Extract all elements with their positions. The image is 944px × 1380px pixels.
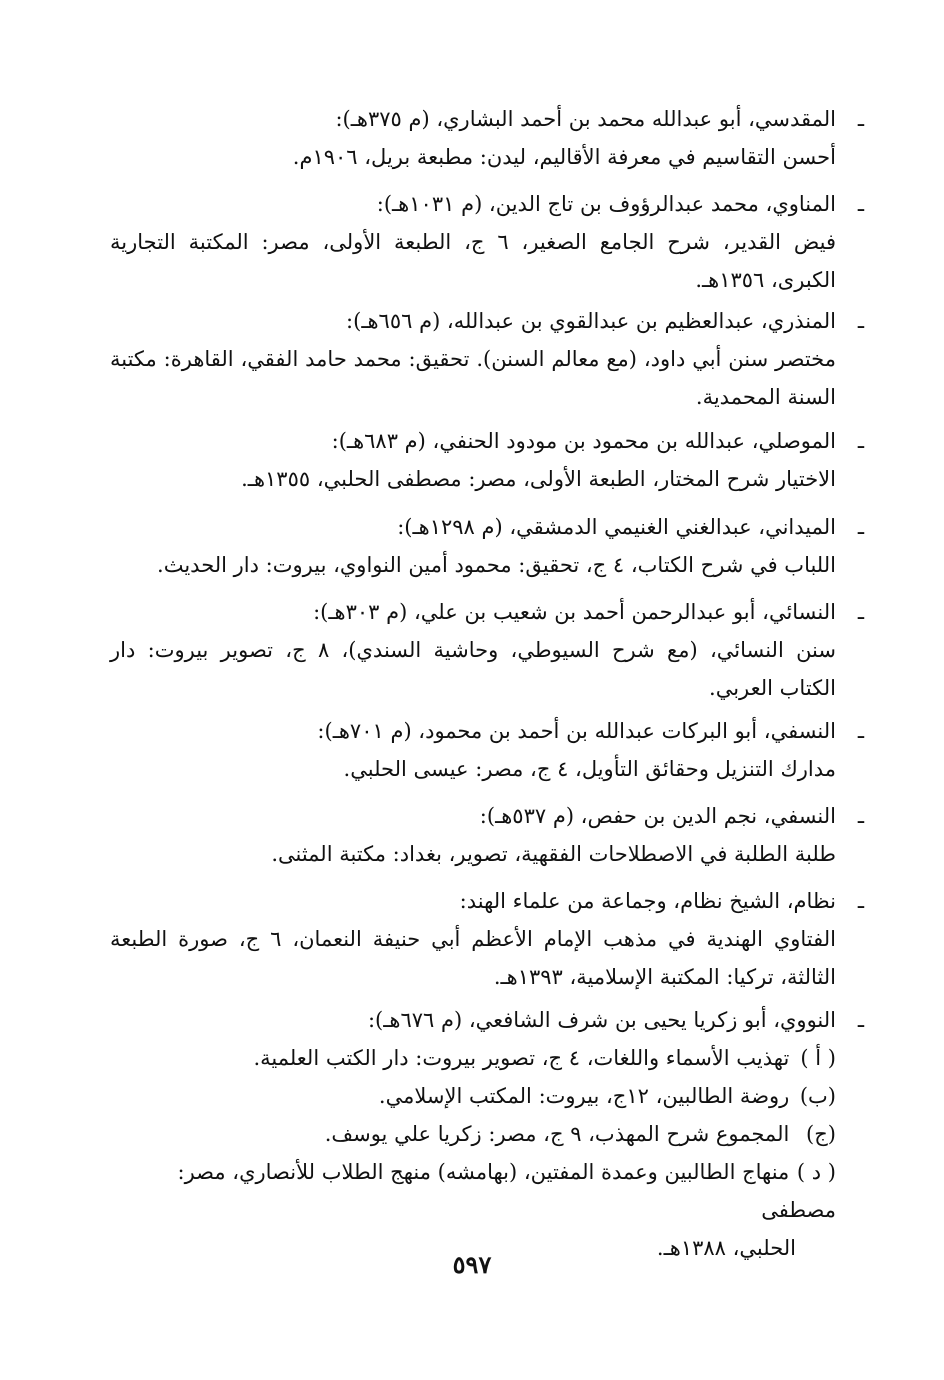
sub-entry-text: روضة الطالبين، ١٢ج، بيروت: المكتب الإسلامي.	[378, 1084, 790, 1108]
entry-dash: ـ	[857, 804, 864, 828]
entry-heading	[110, 508, 864, 546]
entry-heading	[110, 422, 864, 460]
sub-entry	[110, 1115, 864, 1153]
entry-work: طلبة الطلبة في الاصطلاحات الفقهية، تصوير، بغداد: مكتبة المثنى.	[271, 842, 836, 866]
entry-author: النسائي، أبو عبدالرحمن أحمد بن شعيب بن علي، (م ٣٠٣هـ):	[313, 600, 836, 624]
entry-work: مختصر سنن أبي داود، (مع معالم السنن). تحقيق: محمد حامد الفقي، القاهرة: مكتبة السنة المحمدية.	[110, 347, 836, 409]
entry-author: الموصلي، عبدالله بن محمود بن مودود الحنفي، (م ٦٨٣هـ):	[331, 429, 836, 453]
sub-entry-mark: (ب)	[799, 1084, 836, 1108]
bibliography-entry	[110, 593, 864, 707]
entry-heading	[110, 712, 864, 750]
bibliography-entry	[110, 185, 864, 299]
entry-dash: ـ	[857, 107, 864, 131]
entry-work: الفتاوي الهندية في مذهب الإمام الأعظم أبي حنيفة النعمان، ٦ ج، صورة الطبعة الثالثة، تركيا: المكتبة الإسلامية، ١٣٩٣هـ.	[110, 927, 837, 989]
sub-entry-text: المجموع شرح المهذب، ٩ ج، مصر: زكريا علي يوسف.	[324, 1122, 790, 1146]
entry-dash: ـ	[857, 600, 864, 624]
entry-heading	[110, 797, 864, 835]
entry-dash: ـ	[857, 719, 864, 743]
entry-heading	[110, 100, 864, 138]
entry-dash: ـ	[857, 515, 864, 539]
bibliography-entry	[110, 882, 864, 996]
bibliography-entry	[110, 712, 864, 788]
entry-author: نظام، الشيخ نظام، وجماعة من علماء الهند:	[459, 889, 836, 913]
entry-dash: ـ	[857, 192, 864, 216]
bibliography-entry	[110, 422, 864, 498]
entry-heading	[110, 882, 864, 920]
entry-work: الاختيار شرح المختار، الطبعة الأولى، مصر: مصطفى الحلبي، ١٣٥٥هـ.	[241, 467, 836, 491]
entry-heading	[110, 302, 864, 340]
bibliography-entry	[110, 1001, 864, 1267]
entry-author: النسفي، نجم الدين بن حفص، (م ٥٣٧هـ):	[479, 804, 836, 828]
sub-entry-mark: ( د )	[796, 1160, 836, 1184]
sub-entry	[110, 1039, 864, 1077]
sub-entry-text: منهاج الطالبين وعمدة المفتين، (بهامشه) منهج الطلاب للأنصاري، مصر: مصطفى	[177, 1160, 836, 1222]
entry-author: النووي، أبو زكريا يحيى بن شرف الشافعي، (م ٦٧٦هـ):	[367, 1008, 836, 1032]
entry-work: فيض القدير، شرح الجامع الصغير، ٦ ج، الطبعة الأولى، مصر: المكتبة التجارية الكبرى، ١٣٥٦هـ.	[110, 230, 836, 292]
entry-work: أحسن التقاسيم في معرفة الأقاليم، ليدن: مطبعة بريل، ١٩٠٦م.	[292, 145, 836, 169]
sub-entry-text: تهذيب الأسماء واللغات، ٤ ج، تصوير بيروت: دار الكتب العلمية.	[253, 1046, 790, 1070]
bibliography-entry	[110, 797, 864, 873]
sub-entry	[110, 1077, 864, 1115]
entry-author: المقدسي، أبو عبدالله محمد بن أحمد البشاري، (م ٣٧٥هـ):	[335, 107, 836, 131]
sub-entry-mark: (ج)	[806, 1122, 836, 1146]
entry-author: المناوي، محمد عبدالرؤوف بن تاج الدين، (م ١٠٣١هـ):	[376, 192, 836, 216]
page-number: ٥٩٧	[452, 1250, 492, 1279]
bibliography-entry	[110, 100, 864, 176]
entry-dash: ـ	[857, 309, 864, 333]
entry-heading	[110, 1001, 864, 1039]
sub-entry-continuation: الحلبي، ١٣٨٨هـ.	[656, 1236, 796, 1260]
entry-dash: ـ	[857, 1008, 864, 1032]
entry-dash: ـ	[857, 429, 864, 453]
entry-author: الميداني، عبدالغني الغنيمي الدمشقي، (م ١٢٩٨هـ):	[397, 515, 836, 539]
entry-author: النسفي، أبو البركات عبدالله بن أحمد بن محمود، (م ٧٠١هـ):	[317, 719, 836, 743]
sub-entry-mark: ( أ )	[800, 1046, 836, 1070]
entry-heading	[110, 185, 864, 223]
bibliography-entry	[110, 508, 864, 584]
entry-work: اللباب في شرح الكتاب، ٤ ج، تحقيق: محمود أمين النواوي، بيروت: دار الحديث.	[157, 553, 836, 577]
entry-work: سنن النسائي، (مع شرح السيوطي، وحاشية السندي)، ٨ ج، تصوير بيروت: دار الكتاب العربي.	[110, 638, 836, 700]
entry-work: مدارك التنزيل وحقائق التأويل، ٤ ج، مصر: عيسى الحلبي.	[343, 757, 836, 781]
entry-heading	[110, 593, 864, 631]
entry-dash: ـ	[857, 889, 864, 913]
entry-author: المنذري، عبدالعظيم بن عبدالقوي بن عبدالله، (م ٦٥٦هـ):	[346, 309, 836, 333]
bibliography-entry	[110, 302, 864, 416]
